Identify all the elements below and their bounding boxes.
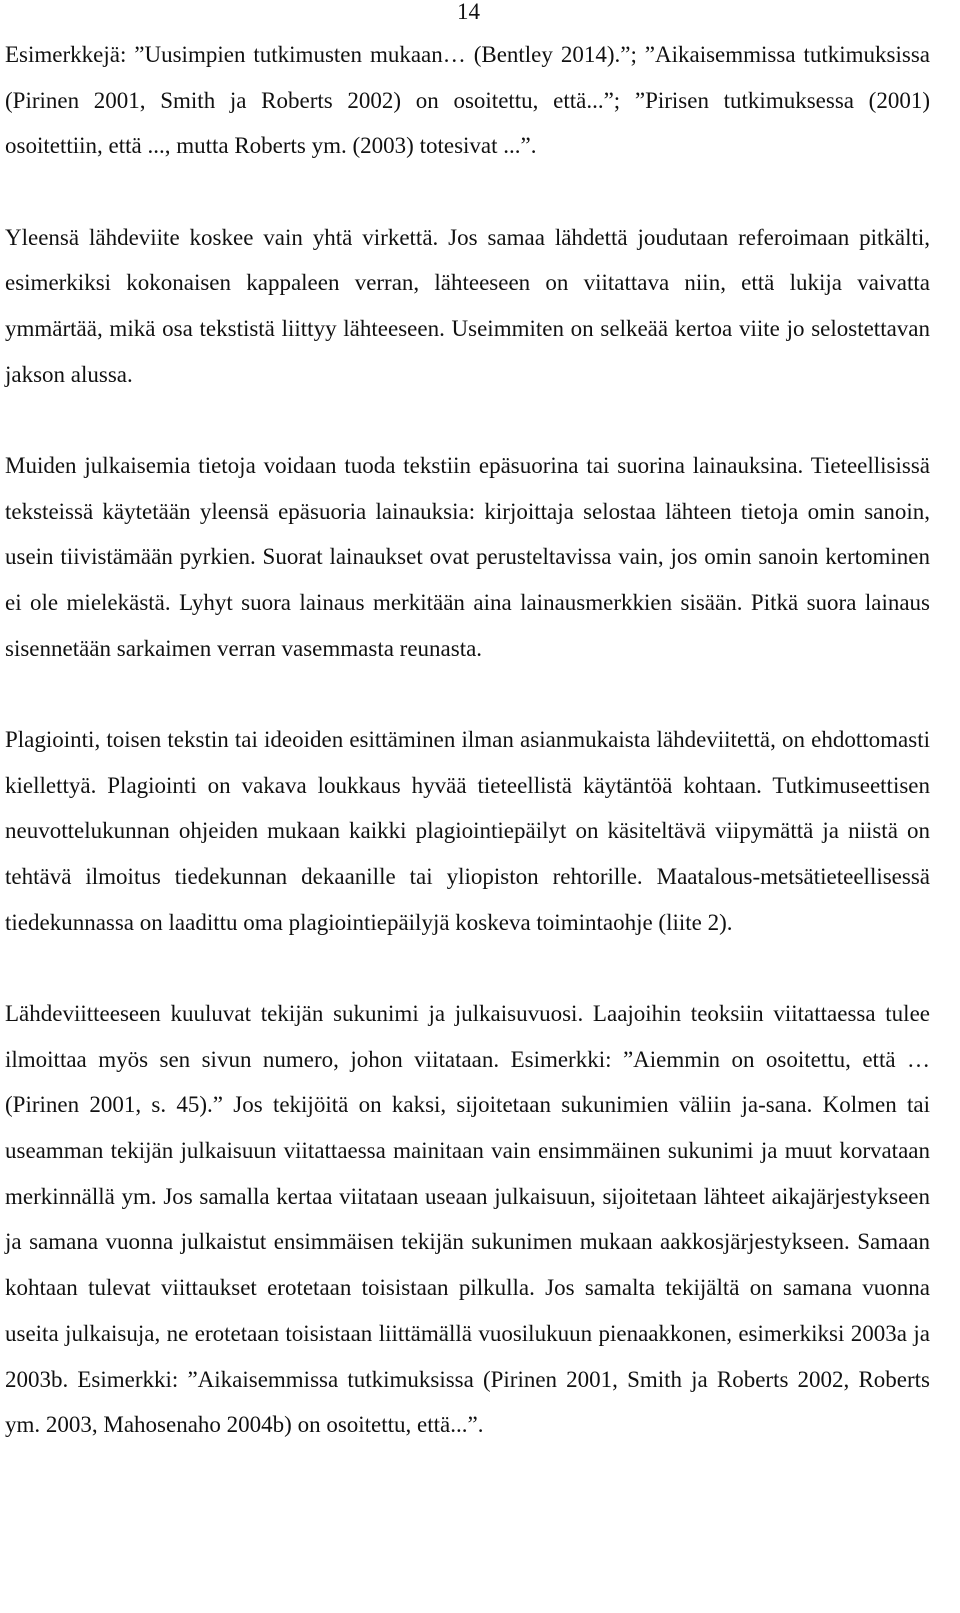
paragraph-citation-examples: Esimerkkejä: ”Uusimpien tutkimusten mukaan… (Bentley 2014).”; ”Aikaisemmissa tutkimuksissa (Pirinen 2001, Smith ja Roberts 2002) on osoitettu, että...”; ”Pirisen tutkimuksessa (2001) osoitettiin, että ..., mutta Roberts ym. (2003) totesivat ...”.: [5, 42, 930, 159]
paragraph-quotations: Muiden julkaisemia tietoja voidaan tuoda tekstiin epäsuorina tai suorina lainauksina. Tieteellisissä teksteissä käytetään yleensä epäsuoria lainauksia: kirjoittaja selostaa lähteen tietoja omin sanoin, usein tiivistämään pyrkien. Suorat lainaukset ovat perusteltavissa vain, jos omin sanoin kertominen ei ole mielekästä. Lyhyt suora lainaus merkitään aina lainausmerkkien sisään. Pitkä suora lainaus sisennetään sarkaimen verran vasemmasta reunasta.: [5, 452, 930, 661]
paragraph-reference-format: Lähdeviitteeseen kuuluvat tekijän sukunimi ja julkaisuvuosi. Laajoihin teoksiin viitattaessa tulee ilmoittaa myös sen sivun numero, johon viitataan. Esimerkki: ”Aiemmin on osoitettu, että … (Pirinen 2001, s. 45).” Jos tekijöitä on kaksi, sijoitetaan sukunimien väliin ja-sana. Kolmen tai useamman tekijän julkaisuun viitattaessa mainitaan vain ensimmäinen sukunimi ja muut korvataan merkinnällä ym. Jos samalla kertaa viitataan useaan julkaisuun, sijoitetaan lähteet aikajärjestykseen ja samana vuonna julkaistut ensimmäisen tekijän sukunimen mukaan aakkosjärjestykseen. Samaan kohtaan tulevat viittaukset erotetaan toisistaan pilkulla. Jos samalta tekijältä on samana vuonna useita julkaisuja, ne erotetaan toisistaan liittämällä vuosilukuun pienaakkonen, esimerkiksi 2003a ja 2003b. Esimerkki: ”Aikaisemmissa tutkimuksissa (Pirinen 2001, Smith ja Roberts 2002, Roberts ym. 2003, Mahosenaho 2004b) on osoitettu, että...”.: [5, 1000, 930, 1438]
document-body: [5, 32, 930, 1448]
paragraph-citation-scope: Yleensä lähdeviite koskee vain yhtä virkettä. Jos samaa lähdettä joudutaan referoimaan pitkälti, esimerkiksi kokonaisen kappaleen verran, lähteeseen on viitattava niin, että lukija vaivatta ymmärtää, mikä osa tekstistä liittyy lähteeseen. Useimmiten on selkeää kertoa viite jo selostettavan jakson alussa.: [5, 224, 930, 387]
paragraph-plagiarism: Plagiointi, toisen tekstin tai ideoiden esittäminen ilman asianmukaista lähdeviitettä, on ehdottomasti kiellettyä. Plagiointi on vakava loukkaus hyvää tieteellistä käytäntöä kohtaan. Tutkimuseettisen neuvottelukunnan ohjeiden mukaan kaikki plagiointiepäilyt on käsiteltävä viipymättä ja niistä on tehtävä ilmoitus tiedekunnan dekaanille tai yliopiston rehtorille. Maatalous-metsätieteellisessä tiedekunnassa on laadittu oma plagiointiepäilyjä koskeva toimintaohje (liite 2).: [5, 726, 930, 935]
page-number: 14: [457, 0, 480, 24]
